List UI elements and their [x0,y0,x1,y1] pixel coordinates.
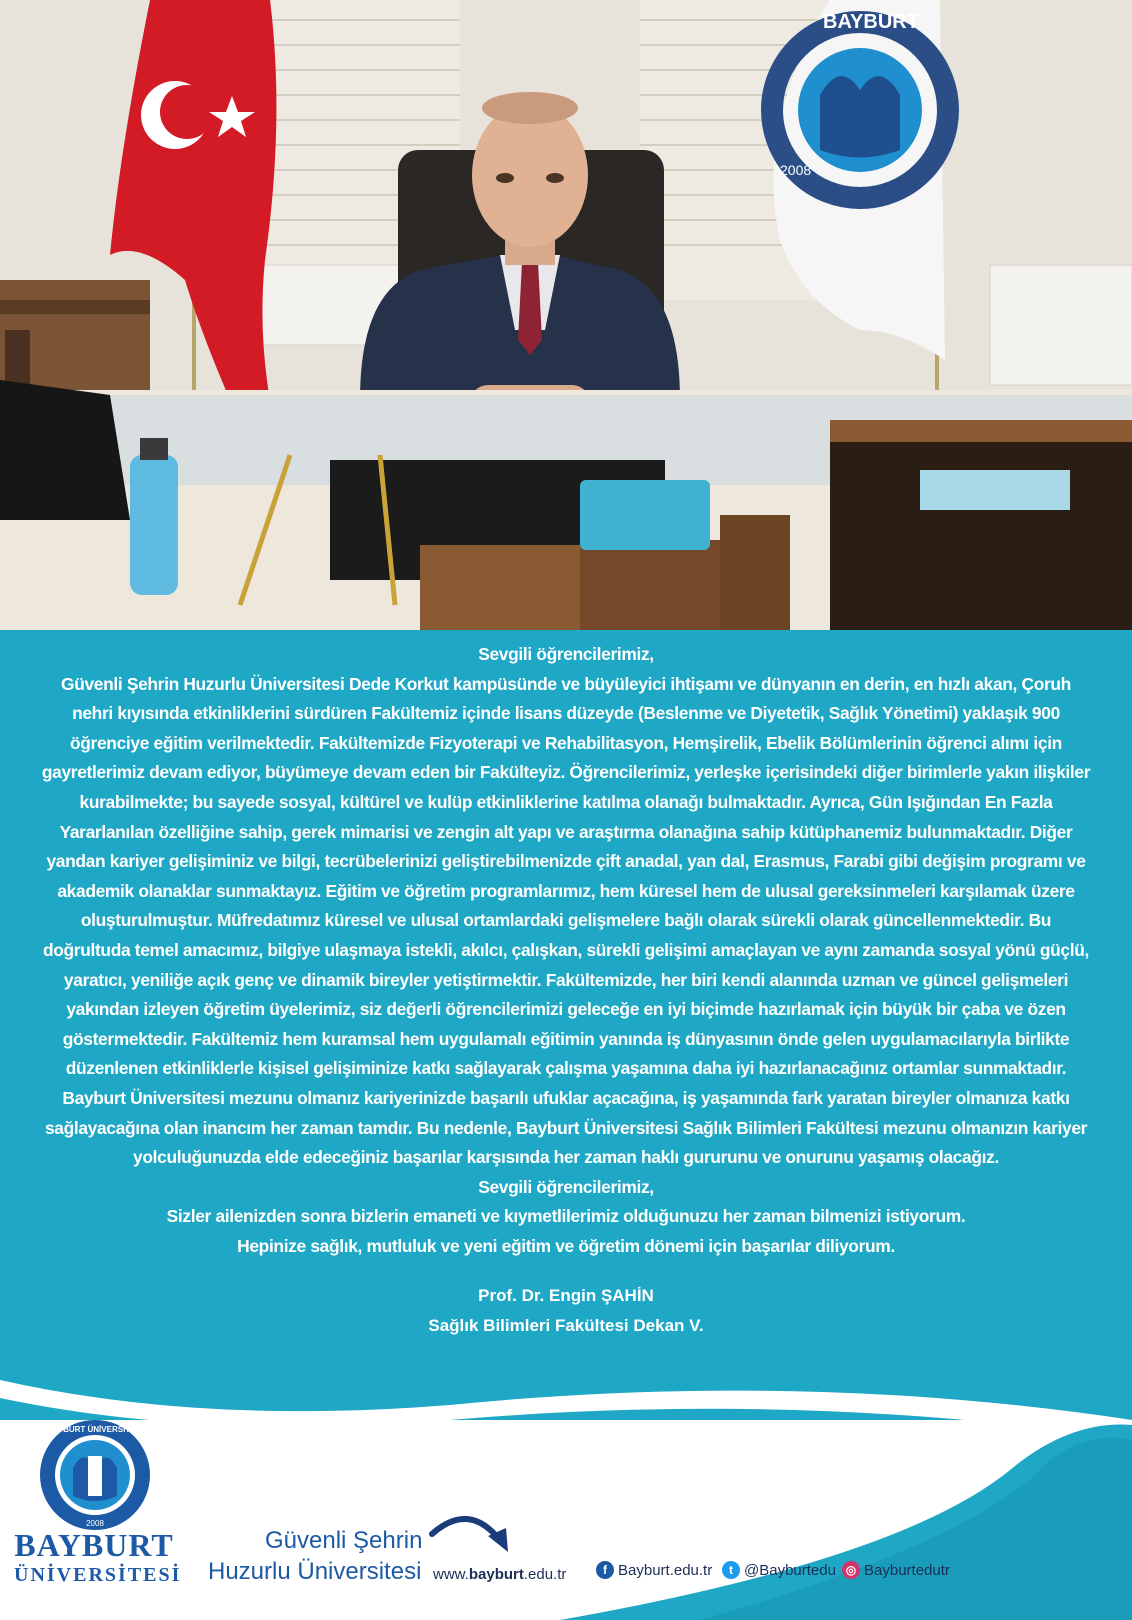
message-closing-2: Hepinize sağlık, mutluluk ve yeni eğitim ve öğretim dönemi için başarılar diliyorum. [237,1235,895,1256]
social-facebook[interactable] [596,1561,712,1579]
slogan-line-2: Huzurlu Üniversitesi [208,1558,422,1585]
website-prefix: www. [433,1566,469,1583]
slogan-line-1: Güvenli Şehrin [265,1527,423,1554]
office-scene [0,0,1132,630]
dean-office-photo [0,0,1132,630]
social-instagram[interactable] [842,1561,950,1579]
website-suffix: .edu.tr [523,1566,567,1583]
signature-name: Prof. Dr. Engin ŞAHİN [478,1286,654,1305]
greeting: Sevgili öğrencilerimiz, [478,644,654,664]
dean-message [40,640,1092,1261]
website-main: bayburt [468,1566,524,1583]
brand-subtitle: ÜNİVERSİTESİ [14,1564,182,1586]
university-logo [38,1418,152,1532]
brand-name: BAYBURT [14,1527,174,1563]
twitter-icon: t [722,1561,740,1579]
instagram-label: Bayburtedutr [864,1561,950,1579]
facebook-icon: f [596,1561,614,1579]
twitter-label: @Bayburtedu [744,1561,836,1579]
signature-title: Sağlık Bilimleri Fakültesi Dekan V. [428,1316,704,1335]
website-link[interactable] [433,1566,566,1583]
flag-year-text: 2008 [780,162,812,178]
swoosh-arrow-icon [428,1508,514,1556]
message-body: Güvenli Şehrin Huzurlu Üniversitesi Dede Korkut kampüsünde ve büyüleyici ihtişamı ve dünyanın en derin, en hızlı akan, Çoruh nehri kıyısında etkinliklerini sürdüren Fakültemiz içinde lisans düzeyde (Beslenme ve Diyetetik, Sağlık Yönetimi) yaklaşık 900 öğrenciye eğitim verilmektedir. Fakültemizde Fizyoterapi ve Rehabilitasyon, Hemşirelik, Ebelik Bölümlerinin öğrenci alımı için gayretlerimiz devam ediyor, büyümeye devam eden bir Fakülteyiz. Öğrencilerimiz, yerleşke içerisindeki diğer birimlerle yakın ilişkiler kurabilmekte; bu sayede sosyal, kültürel ve kulüp etkinliklerine katılma olanağı bulmaktadır. Ayrıca, Gün Işığından En Fazla Yararlanılan özelliğine sahip, gerek mimarisi ve zengin alt yapı ve araştırma olanağına sahip kütüphanemiz bulunmaktadır. Diğer yandan kariyer gelişiminiz ve bilgi, tecrübelerinizi geliştirebilmenizde çift anadal, yan dal, Erasmus, Farabi gibi değişim programı ve akademik olanaklar sunmaktayız. Eğitim ve öğretim programlarımız, hem küresel hem de ulusal gereksinmeleri karşılamak üzere oluşturulmuştur. Müfredatımız küresel ve ulusal ortamlardaki gelişmelere bağlı olarak sürekli olarak güncellenmektedir. Bu doğrultuda temel amacımız, bilgiye ulaşmaya istekli, akılcı, çalışkan, sürekli gelişimi amaçlayan ve aynı zamanda sosyal yönü güçlü, yaratıcı, yeniliğe açık genç ve dinamik bireyler yetiştirmektir. Fakültemizde, her biri kendi alanında uzman ve güncel gelişmeleri yakından izleyen öğretim üyelerimiz, siz değerli öğrencilerimizi geleceğe en iyi biçimde hazırlamak için büyük bir çaba ve özen göstermektedir. Fakültemiz hem kuramsal hem uygulamalı eğitimin yanında iş dünyasının önde gelen uygulamacılarıyla birlikte düzenlenen etkinliklerle kişisel gelişiminize katkı sağlayarak çalışma yaşamına daha iyi hazırlanacağınız ortamlar sunmaktadır. Bayburt Üniversitesi mezunu olmanız kariyerinizde başarılı ufuklar açacağına, iş yaşamında fark yaratan bireyler olmanıza katkı sağlayacağına olan inancım her zaman tamdır. Bu nedenle, Bayburt Üniversitesi Sağlık Bilimleri Fakültesi mezunu olmanızın kariyer yolculuğunuzda elde edeceğiniz başarılar karşısında her zaman haklı gururunu ve onurunu yaşamış olacağız. [41,673,1091,1168]
logo-ring-text: BAYBURT ÜNİVERSİTESİ [46,1425,144,1434]
greeting-repeat: Sevgili öğrencilerimiz, [478,1176,654,1197]
instagram-icon: ◎ [842,1561,860,1579]
logo-year: 2008 [86,1519,104,1528]
facebook-label: Bayburt.edu.tr [618,1561,713,1579]
message-closing-1: Sizler ailenizden sonra bizlerin emaneti ve kıymetlilerimiz olduğunuzu her zaman bilmenizi istiyorum. [166,1206,966,1227]
flag-label-text: BAYBURT [823,11,919,33]
social-twitter[interactable] [722,1561,836,1579]
